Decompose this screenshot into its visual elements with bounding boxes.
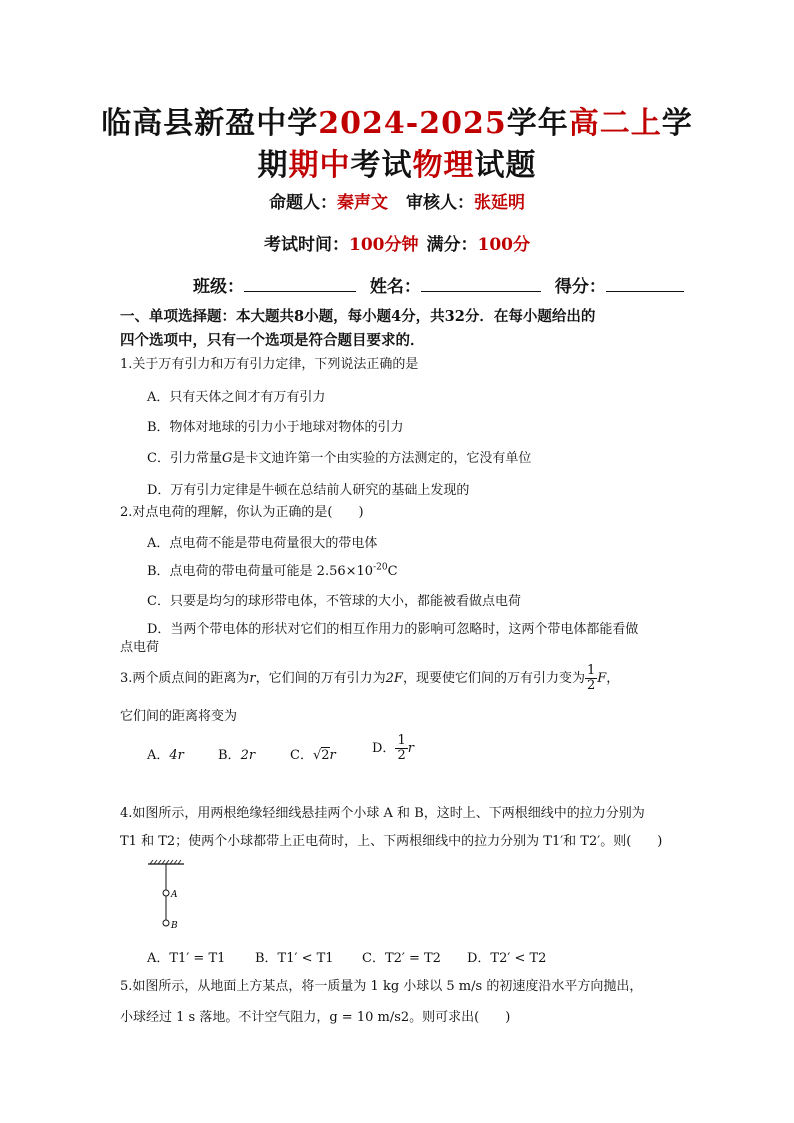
q3-option-b-value: 2r bbox=[240, 748, 256, 763]
q3-stem-line-2: 它们间的距离将变为 bbox=[120, 709, 238, 724]
q3-option-b-label: B． bbox=[218, 748, 241, 763]
student-fields bbox=[193, 272, 684, 297]
title-exam: 考试 bbox=[350, 148, 413, 183]
q5-stem-line-1: 5.如图所示，从地面上方某点，将一质量为 1 kg 小球以 5 m/s 的初速度沿水平方向抛出， bbox=[120, 979, 643, 994]
q3-var-2f: 2F bbox=[385, 671, 403, 686]
title-midterm: 期中 bbox=[288, 148, 351, 183]
q3-option-a-label: A． bbox=[147, 748, 170, 763]
q2-option-a[interactable]: A．点电荷不能是带电荷量很大的带电体 bbox=[147, 536, 378, 551]
q3-fraction bbox=[585, 664, 597, 693]
q4-option-a[interactable]: A．T1′ = T1 bbox=[147, 951, 226, 966]
q2-option-d[interactable] bbox=[147, 618, 638, 637]
section-1-line-1: 一、单项选择题：本大题共8小题，每小题4分，共32分．在每小题给出的 bbox=[120, 308, 596, 325]
time-label: 考试时间： bbox=[264, 235, 349, 255]
q4-stem-line-1: 4.如图所示，用两根绝缘轻细线悬挂两个小球 A 和 B，这时上、下两根细线中的拉力分别为 bbox=[120, 806, 645, 821]
q2-stem: 2.对点电荷的理解，你认为正确的是( ) bbox=[120, 505, 364, 520]
q3-option-d-fraction bbox=[395, 734, 407, 763]
q1-stem: 1.关于万有引力和万有引力定律，下列说法正确的是 bbox=[120, 357, 419, 372]
q3-option-a[interactable] bbox=[147, 744, 184, 763]
q3-option-c-var: r bbox=[329, 748, 336, 763]
q2-option-d-line-1: D．当两个带电体的形状对它们的相互作用力的影响可忽略时，这两个带电体都能看做 bbox=[147, 622, 639, 637]
q3-stem-c: ，现要使它们间的万有引力变为 bbox=[402, 671, 585, 686]
q3-option-c-label: C． bbox=[290, 748, 313, 763]
q3-var-r: r bbox=[249, 671, 256, 686]
q1-option-b[interactable]: B．物体对地球的引力小于地球对物体的引力 bbox=[147, 420, 404, 435]
name-label: 姓名： bbox=[369, 277, 421, 297]
full-score-label: 满分： bbox=[426, 235, 478, 255]
q2-option-c[interactable]: C．只要是均匀的球形带电体，不管球的大小，都能被看做点电荷 bbox=[147, 594, 521, 609]
q4-stem-line-2: T1 和 T2；使两个小球都带上正电荷时，上、下两根细线中的拉力分别为 T1′和 T2′。则( ) bbox=[120, 834, 663, 849]
ball-a bbox=[163, 890, 169, 896]
full-score-value: 100分 bbox=[477, 235, 530, 255]
q3-stem-b: ，它们间的万有引力为 bbox=[255, 671, 386, 686]
q3-stem-a: 3.两个质点间的距离为 bbox=[120, 671, 250, 686]
section-1-heading bbox=[120, 305, 680, 353]
sqrt-icon: √ bbox=[312, 748, 322, 763]
q4-option-c[interactable]: C．T2′ = T2 bbox=[362, 951, 441, 966]
q1-option-c-post: 是卡文迪许第一个由实验的方法测定的，它没有单位 bbox=[232, 451, 532, 466]
reviewer-label: 审核人： bbox=[406, 193, 474, 213]
q3-stem bbox=[120, 664, 619, 693]
title-school: 临高县新盈中学 bbox=[101, 106, 319, 141]
q3-fraction-denominator: 2 bbox=[586, 678, 596, 693]
q4-pendulum-figure bbox=[140, 858, 200, 938]
name-field[interactable] bbox=[421, 277, 541, 292]
q1-option-d[interactable]: D．万有引力定律是牛顿在总结前人研究的基础上发现的 bbox=[147, 483, 470, 498]
q3-option-c[interactable] bbox=[290, 744, 336, 763]
section-1-line-2: 四个选项中，只有一个选项是符合题目要求的． bbox=[120, 332, 425, 349]
q1-option-c-pre: C．引力常量 bbox=[147, 451, 222, 466]
title-line-1 bbox=[0, 98, 794, 142]
q3-stem-d: ， bbox=[606, 671, 620, 686]
q1-option-a[interactable]: A．只有天体之间才有万有引力 bbox=[147, 390, 326, 405]
q4-option-b[interactable]: B．T1′ < T1 bbox=[255, 951, 334, 966]
ball-b-label: B bbox=[171, 921, 178, 931]
q1-option-c-var: G bbox=[221, 451, 233, 466]
setter-label: 命题人： bbox=[269, 193, 337, 213]
time-value: 100分钟 bbox=[349, 235, 419, 255]
score-label: 得分： bbox=[554, 277, 606, 297]
title-xue: 学 bbox=[661, 106, 693, 141]
class-label: 班级： bbox=[193, 277, 244, 297]
q3-option-d-var: r bbox=[407, 741, 414, 756]
title-qi: 期 bbox=[257, 148, 289, 183]
q3-option-d-label: D． bbox=[372, 741, 396, 756]
title-grade: 高二上 bbox=[568, 106, 662, 141]
q5-stem-line-2: 小球经过 1 s 落地。不计空气阻力，g = 10 m/s2。则可求出( ) bbox=[120, 1010, 511, 1025]
exam-info-line bbox=[0, 230, 794, 255]
q3-option-d-numerator: 1 bbox=[397, 733, 406, 748]
q3-option-d[interactable] bbox=[372, 734, 414, 763]
ball-a-label: A bbox=[171, 890, 178, 900]
q2-option-b[interactable] bbox=[147, 560, 398, 579]
q2-option-d-line-2: 点电荷 bbox=[120, 640, 160, 655]
q3-option-b[interactable] bbox=[218, 744, 255, 763]
q2-option-b-unit: C bbox=[387, 564, 398, 579]
q2-option-b-exponent: -20 bbox=[373, 562, 388, 573]
q4-option-d[interactable]: D．T2′ < T2 bbox=[467, 951, 547, 966]
class-field[interactable] bbox=[244, 277, 356, 292]
title-subject: 物理 bbox=[412, 148, 475, 183]
title-year: 2024-2025 bbox=[318, 106, 507, 141]
authors-line bbox=[0, 188, 794, 213]
reviewer-name: 张延明 bbox=[474, 193, 525, 213]
q3-option-a-value: 4r bbox=[169, 748, 184, 763]
q3-var-f: F bbox=[597, 671, 607, 686]
ball-b bbox=[163, 920, 169, 926]
q3-fraction-numerator: 1 bbox=[586, 663, 596, 678]
q3-option-d-denominator: 2 bbox=[397, 748, 406, 763]
title-paper: 试题 bbox=[474, 148, 537, 183]
q3-option-c-radicand: 2 bbox=[321, 748, 330, 763]
title-line-2 bbox=[0, 140, 794, 184]
title-xuenian: 学年 bbox=[506, 106, 569, 141]
setter-name: 秦声文 bbox=[337, 193, 388, 213]
score-field[interactable] bbox=[606, 277, 684, 292]
q2-option-b-pre: B．点电荷的带电荷量可能是 2.56×10 bbox=[147, 564, 374, 579]
q1-option-c[interactable] bbox=[147, 447, 531, 466]
